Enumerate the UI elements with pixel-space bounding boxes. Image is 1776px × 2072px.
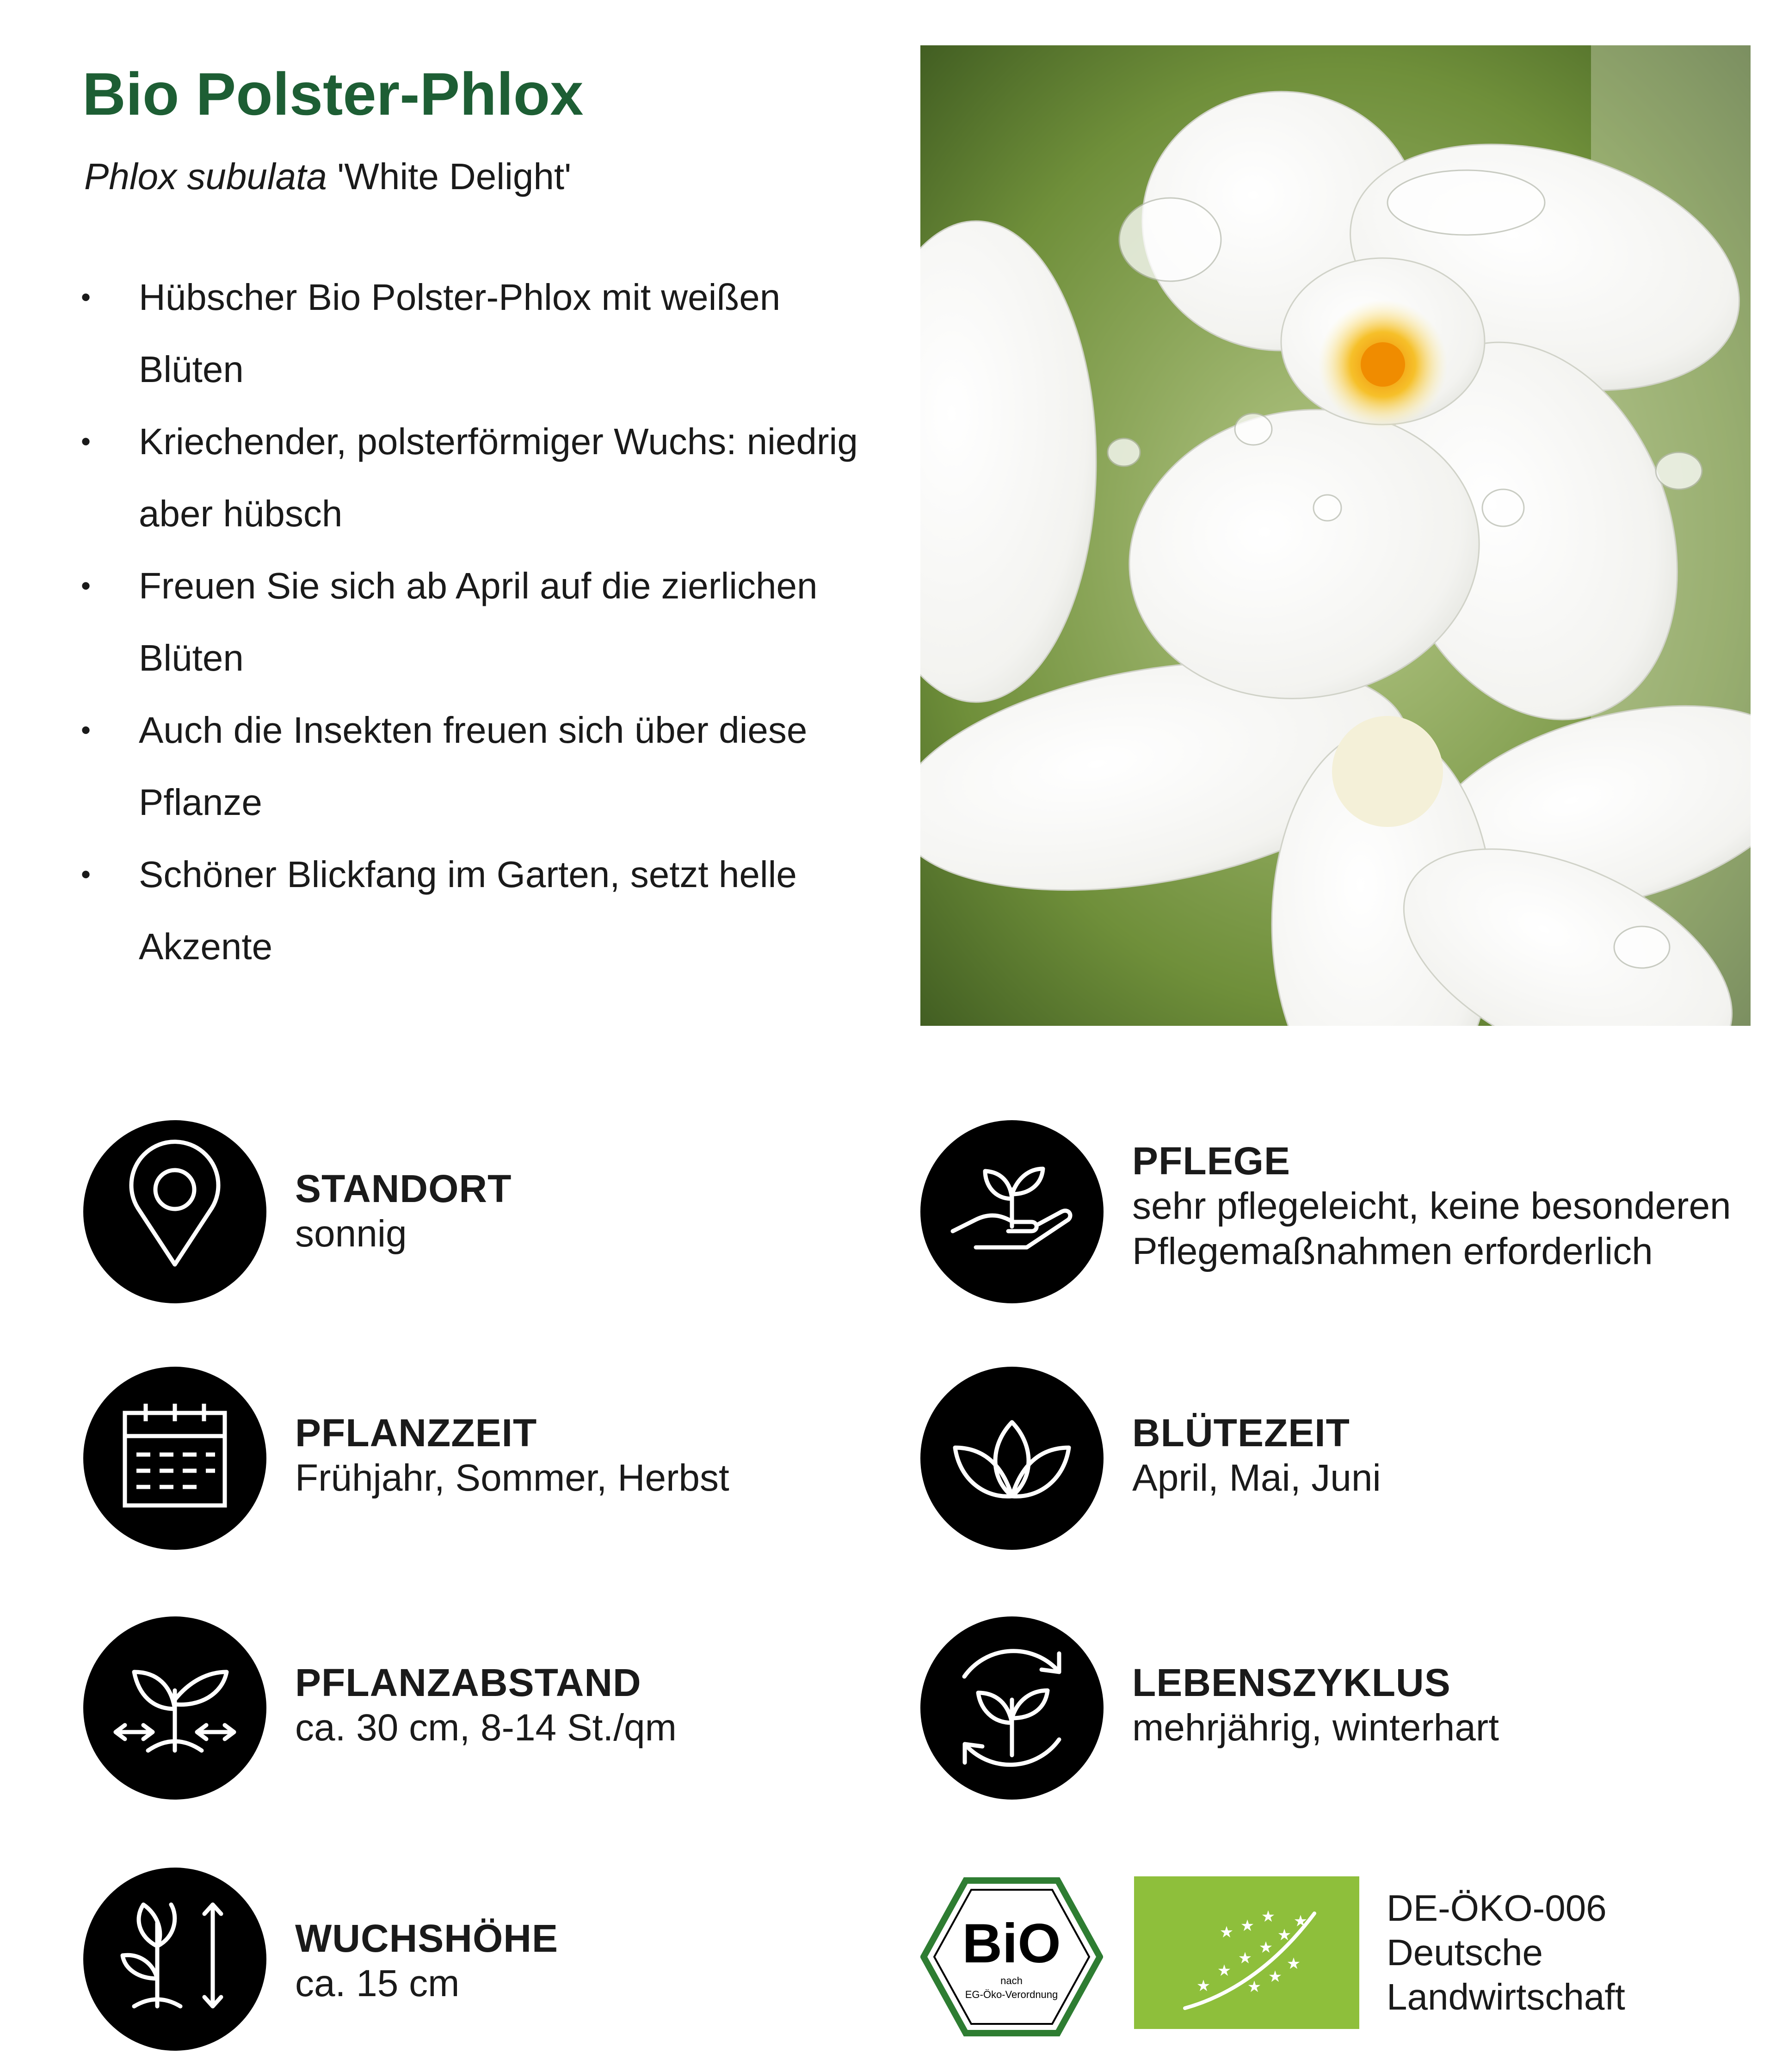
latin-name bbox=[84, 158, 571, 195]
feature-bullet-list bbox=[79, 261, 865, 983]
certification-origin-line1: Deutsche bbox=[1387, 1932, 1543, 1973]
plant-spacing-icon bbox=[83, 1616, 266, 1800]
calendar-icon bbox=[83, 1367, 266, 1550]
svg-text:★: ★ bbox=[1247, 1978, 1262, 1996]
bullet-item: • Auch die Insekten freuen sich über diese Pflanze bbox=[79, 694, 865, 839]
cycle-sprout-icon bbox=[920, 1616, 1104, 1800]
svg-text:★: ★ bbox=[1219, 1923, 1234, 1942]
bio-wordmark: BiO bbox=[962, 1912, 1061, 1974]
svg-text:★: ★ bbox=[1238, 1949, 1252, 1967]
pflanzzeit-value: Frühjahr, Sommer, Herbst bbox=[295, 1456, 729, 1499]
wuchshoehe-label: WUCHSHÖHE bbox=[295, 1917, 558, 1960]
lebenszyklus-label: LEBENSZYKLUS bbox=[1132, 1661, 1451, 1704]
certification-text bbox=[1387, 1886, 1625, 2019]
pflege-label: PFLEGE bbox=[1132, 1139, 1291, 1183]
phlox-flower-image bbox=[920, 45, 1751, 1026]
bullet-item: • Kriechender, polsterförmiger Wuchs: niedrig aber hübsch bbox=[79, 406, 865, 550]
hand-seedling-icon bbox=[920, 1120, 1104, 1303]
wuchshoehe-value: ca. 15 cm bbox=[295, 1962, 460, 2004]
certification-code: DE-ÖKO-006 bbox=[1387, 1887, 1607, 1929]
bluetezeit-value: April, Mai, Juni bbox=[1132, 1456, 1381, 1499]
lotus-flower-icon bbox=[920, 1367, 1104, 1550]
pflege-value-line1: sehr pflegeleicht, keine besonderen bbox=[1132, 1184, 1731, 1227]
standort-label: STANDORT bbox=[295, 1167, 512, 1210]
svg-text:★: ★ bbox=[1277, 1926, 1292, 1944]
bio-subtext-2: EG-Öko-Verordnung bbox=[965, 1989, 1058, 2000]
latin-species: Phlox subulata bbox=[84, 156, 327, 197]
latin-cultivar: 'White Delight' bbox=[327, 156, 572, 197]
svg-text:★: ★ bbox=[1240, 1917, 1255, 1935]
standort-value: sonnig bbox=[295, 1212, 407, 1255]
svg-text:★: ★ bbox=[1258, 1938, 1273, 1957]
svg-text:★: ★ bbox=[1217, 1961, 1232, 1980]
svg-text:★: ★ bbox=[1293, 1912, 1308, 1930]
bio-subtext-1: nach bbox=[1000, 1975, 1023, 1986]
pflanzabstand-value: ca. 30 cm, 8-14 St./qm bbox=[295, 1706, 677, 1749]
product-photo bbox=[920, 45, 1751, 1026]
bullet-item: • Freuen Sie sich ab April auf die zierlichen Blüten bbox=[79, 550, 865, 694]
plant-height-icon bbox=[83, 1868, 266, 2051]
svg-text:★: ★ bbox=[1261, 1907, 1276, 1926]
bullet-item: • Hübscher Bio Polster-Phlox mit weißen Blüten bbox=[79, 261, 865, 406]
certification-origin-line2: Landwirtschaft bbox=[1387, 1976, 1625, 2017]
pflanzzeit-label: PFLANZZEIT bbox=[295, 1411, 537, 1455]
pflanzabstand-label: PFLANZABSTAND bbox=[295, 1661, 641, 1704]
bullet-item: • Schöner Blickfang im Garten, setzt helle Akzente bbox=[79, 839, 865, 983]
pflege-value-line2: Pflegemaßnahmen erforderlich bbox=[1132, 1230, 1653, 1272]
eu-organic-leaf-logo bbox=[1134, 1876, 1359, 2029]
location-pin-icon bbox=[83, 1120, 266, 1303]
svg-text:★: ★ bbox=[1268, 1967, 1283, 1986]
product-title: Bio Polster-Phlox bbox=[82, 60, 584, 128]
svg-text:★: ★ bbox=[1196, 1977, 1211, 1995]
bio-siegel-logo bbox=[920, 1877, 1103, 2037]
lebenszyklus-value: mehrjährig, winterhart bbox=[1132, 1706, 1499, 1749]
bluetezeit-label: BLÜTEZEIT bbox=[1132, 1411, 1350, 1455]
svg-text:★: ★ bbox=[1286, 1955, 1301, 1973]
